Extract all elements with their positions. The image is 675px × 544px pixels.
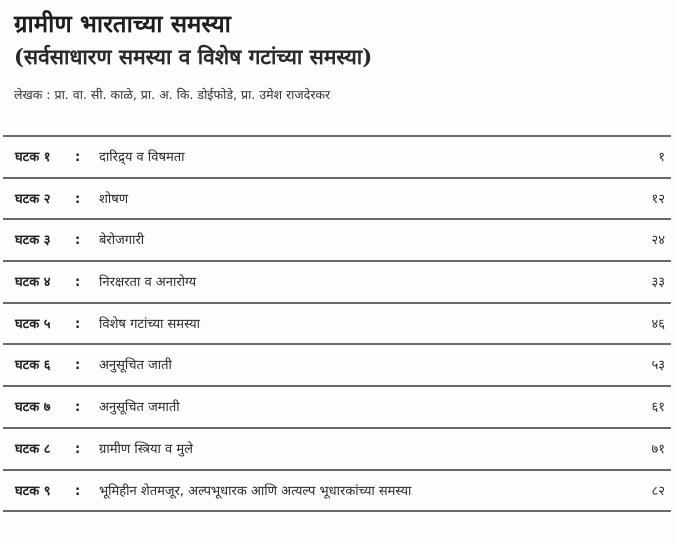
toc-row (3, 220, 671, 262)
unit-separator: : (75, 316, 81, 332)
unit-number: घटक ३ (15, 233, 51, 249)
page-number: ६१ (651, 400, 665, 416)
book-title: ग्रामीण भारताच्या समस्या (14, 9, 231, 38)
page-number: ३३ (651, 275, 665, 291)
unit-topic: दारिद्र्य व विषमता (99, 150, 185, 165)
toc-row (3, 304, 671, 346)
unit-number: घटक ७ (15, 400, 51, 416)
unit-number: घटक ५ (15, 316, 51, 332)
page-number: ८२ (651, 483, 665, 499)
toc-row (3, 387, 671, 429)
toc-row (3, 429, 671, 471)
book-subtitle: (सर्वसाधारण समस्या व विशेष गटांच्या समस्या) (14, 44, 373, 69)
toc-row (3, 179, 671, 221)
unit-separator: : (75, 233, 81, 249)
table-of-contents (0, 135, 672, 512)
unit-number: घटक ८ (15, 441, 51, 457)
toc-row (3, 471, 671, 513)
page-number: ५३ (651, 358, 665, 374)
unit-number: घटक ४ (15, 275, 51, 291)
unit-separator: : (75, 441, 81, 457)
page-number: १ (658, 150, 665, 165)
page-number: ७१ (651, 441, 665, 457)
unit-topic: विशेष गटांच्या समस्या (99, 316, 201, 332)
toc-row (3, 262, 671, 304)
unit-number: घटक २ (15, 191, 51, 207)
unit-separator: : (75, 191, 81, 207)
unit-topic: बेरोजगारी (99, 233, 145, 249)
unit-separator: : (75, 483, 81, 499)
unit-topic: निरक्षरता व अनारोग्य (99, 275, 197, 291)
page-number: २४ (651, 233, 665, 249)
unit-topic: ग्रामीण स्त्रिया व मुले (99, 441, 193, 457)
toc-row (3, 345, 671, 387)
unit-topic: शोषण (99, 191, 129, 207)
unit-topic: अनुसूचित जाती (99, 358, 172, 374)
unit-topic: अनुसूचित जमाती (99, 400, 180, 416)
unit-separator: : (75, 275, 81, 291)
page-number: ४६ (651, 316, 665, 332)
unit-separator: : (75, 400, 81, 416)
unit-separator: : (75, 150, 81, 165)
unit-number: घटक ९ (15, 483, 51, 499)
page-number: १२ (651, 191, 665, 207)
unit-number: घटक १ (15, 150, 51, 165)
unit-separator: : (75, 358, 81, 374)
author-line: लेखक : प्रा. वा. सी. काळे, प्रा. अ. कि. डोईफोडे, प्रा. उमेश राजदेरकर (14, 87, 331, 102)
unit-topic: भूमिहीन शेतमजूर, अल्पभूधारक आणि अत्यल्प भूधारकांच्या समस्या (99, 483, 412, 499)
toc-row (3, 137, 671, 179)
unit-number: घटक ६ (15, 358, 51, 374)
